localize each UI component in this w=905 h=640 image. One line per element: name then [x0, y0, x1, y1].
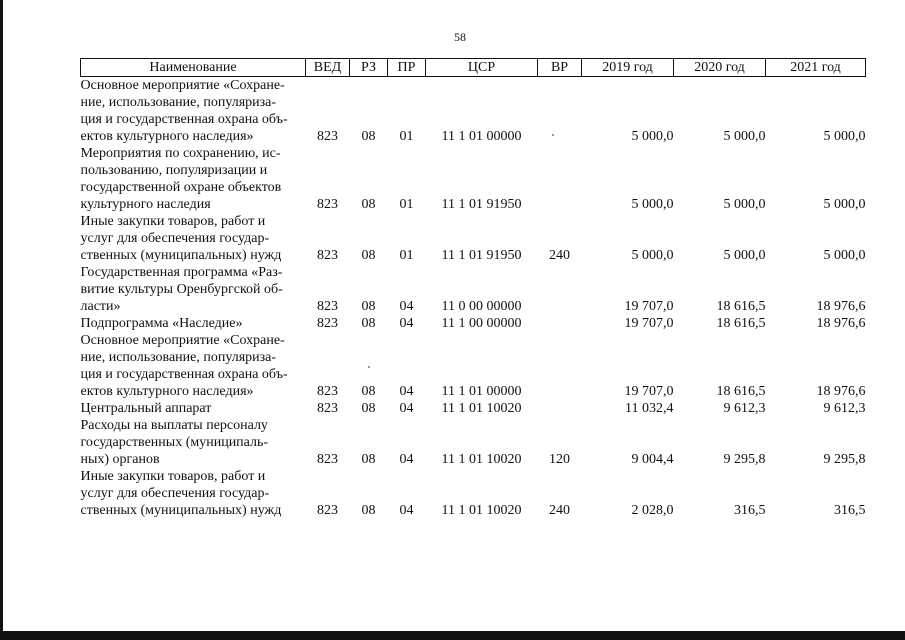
cell-2019: 11 032,4 — [625, 401, 674, 416]
cell-name — [81, 332, 306, 400]
cell-csr: 11 1 00 00000 — [441, 316, 522, 331]
cell-2020: 316,5 — [734, 503, 766, 518]
header-vr: ВР — [538, 59, 582, 77]
table-row — [81, 77, 866, 146]
cell-pr: 04 — [399, 384, 414, 399]
name-line: ласти» — [80, 299, 121, 314]
cell-rz: 08 — [361, 316, 376, 331]
cell-2019: 5 000,0 — [631, 129, 674, 144]
header-2021: 2021 год — [766, 59, 866, 77]
cell-2019: 19 707,0 — [624, 316, 674, 331]
header-csr: ЦСР — [426, 59, 538, 77]
cell-2020: 18 616,5 — [716, 384, 766, 399]
name-line: Основное мероприятие «Сохране- — [80, 78, 285, 93]
cell-name — [81, 315, 306, 332]
cell-pr: 04 — [399, 452, 414, 467]
cell-name — [81, 468, 306, 519]
cell-vr — [538, 145, 582, 213]
cell-2020: 18 616,5 — [716, 316, 766, 331]
cell-rz: 08 — [361, 384, 376, 399]
cell-2020: 5 000,0 — [723, 129, 766, 144]
name-line: ция и государственная охрана объ- — [80, 112, 288, 127]
name-line: услуг для обеспечения государ- — [80, 231, 270, 246]
cell-pr: 01 — [399, 197, 414, 212]
cell-pr: 04 — [399, 401, 414, 416]
name-line: Расходы на выплаты персоналу — [80, 418, 268, 433]
name-line: витие культуры Оренбургской об- — [80, 282, 283, 297]
name-line: ция и государственная охрана объ- — [80, 367, 288, 382]
table-row — [81, 468, 866, 519]
cell-2020: 9 295,8 — [723, 452, 766, 467]
cell-2019: 19 707,0 — [624, 384, 674, 399]
cell-rz: 08 — [361, 401, 376, 416]
table-header-row — [81, 59, 866, 77]
table-body — [81, 77, 866, 520]
cell-ved: 823 — [317, 401, 338, 416]
header-name: Наименование — [81, 59, 306, 77]
name-line: ектов культурного наследия» — [80, 129, 254, 144]
cell-ved: 823 — [317, 316, 338, 331]
name-line: государственных (муниципаль- — [80, 435, 269, 450]
name-line: Подпрограмма «Наследие» — [80, 316, 243, 331]
budget-table — [80, 58, 866, 519]
name-line: государственной охране объектов — [80, 180, 282, 195]
table-row — [81, 213, 866, 264]
cell-vr: 240 — [549, 503, 570, 518]
cell-2021: 5 000,0 — [823, 129, 866, 144]
name-line: ственных (муниципальных) нужд — [80, 248, 282, 263]
name-line: культурного наследия — [80, 197, 211, 212]
name-line: Основное мероприятие «Сохране- — [80, 333, 285, 348]
cell-pr: 01 — [399, 129, 414, 144]
cell-2021: 18 976,6 — [816, 384, 866, 399]
cell-2021: 18 976,6 — [816, 316, 866, 331]
cell-name — [81, 213, 306, 264]
scan-border-bottom — [0, 631, 905, 640]
cell-2019: 5 000,0 — [631, 248, 674, 263]
cell-rz: 08 — [361, 503, 376, 518]
name-line: Мероприятия по сохранению, ис- — [80, 146, 281, 161]
cell-pr: 01 — [399, 248, 414, 263]
cell-ved: 823 — [317, 248, 338, 263]
cell-vr — [538, 77, 582, 146]
cell-csr: 11 0 00 00000 — [441, 299, 522, 314]
cell-2021: 9 612,3 — [823, 401, 866, 416]
cell-2021: 5 000,0 — [823, 197, 866, 212]
cell-ved: 823 — [317, 197, 338, 212]
cell-vr: 240 — [549, 248, 570, 263]
name-line: пользованию, популяризации и — [80, 163, 268, 178]
cell-name — [81, 264, 306, 315]
cell-csr: 11 1 01 10020 — [441, 452, 522, 467]
cell-csr: 11 1 01 91950 — [441, 197, 522, 212]
name-line: ние, использование, популяриза- — [80, 350, 277, 365]
cell-ved: 823 — [317, 452, 338, 467]
name-line: ных) органов — [80, 452, 160, 467]
name-line: Государственная программа «Раз- — [80, 265, 283, 280]
page-number: 58 — [454, 30, 466, 44]
cell-rz: 08 — [361, 452, 376, 467]
cell-name — [81, 400, 306, 417]
cell-ved: 823 — [317, 299, 338, 314]
table-row — [81, 264, 866, 315]
table-row — [81, 417, 866, 468]
cell-rz: 08 — [361, 129, 376, 144]
table-row — [81, 145, 866, 213]
name-line: услуг для обеспечения государ- — [80, 486, 270, 501]
cell-2019: 9 004,4 — [631, 452, 674, 467]
cell-pr: 04 — [399, 299, 414, 314]
cell-pr: 04 — [399, 503, 414, 518]
cell-2019: 2 028,0 — [631, 503, 674, 518]
name-line: Иные закупки товаров, работ и — [80, 469, 266, 484]
cell-rz: 08 — [361, 299, 376, 314]
cell-2020: 5 000,0 — [723, 248, 766, 263]
cell-vr: 120 — [549, 452, 570, 467]
cell-2019: 19 707,0 — [624, 299, 674, 314]
cell-csr: 11 1 01 10020 — [441, 401, 522, 416]
cell-rz: 08 — [361, 248, 376, 263]
cell-vr — [538, 332, 582, 400]
table-row — [81, 332, 866, 400]
header-pr: ПР — [388, 59, 426, 77]
cell-vr — [538, 264, 582, 315]
cell-name — [81, 417, 306, 468]
cell-csr: 11 1 01 00000 — [441, 384, 522, 399]
cell-vr — [538, 315, 582, 332]
header-2019: 2019 год — [582, 59, 674, 77]
name-line: Центральный аппарат — [80, 401, 212, 416]
cell-2019: 5 000,0 — [631, 197, 674, 212]
cell-vr — [538, 400, 582, 417]
header-2020: 2020 год — [674, 59, 766, 77]
cell-name — [81, 145, 306, 213]
table-row — [81, 400, 866, 417]
cell-csr: 11 1 01 91950 — [441, 248, 522, 263]
cell-2020: 18 616,5 — [716, 299, 766, 314]
name-line: ственных (муниципальных) нужд — [80, 503, 282, 518]
cell-2020: 9 612,3 — [723, 401, 766, 416]
cell-csr: 11 1 01 00000 — [441, 129, 522, 144]
cell-2020: 5 000,0 — [723, 197, 766, 212]
name-line: ние, использование, популяриза- — [80, 95, 277, 110]
table-row — [81, 315, 866, 332]
name-line: Иные закупки товаров, работ и — [80, 214, 266, 229]
cell-name — [81, 77, 306, 146]
cell-ved: 823 — [317, 129, 338, 144]
cell-ved: 823 — [317, 503, 338, 518]
scan-border-left — [0, 0, 3, 632]
cell-ved: 823 — [317, 384, 338, 399]
cell-2021: 18 976,6 — [816, 299, 866, 314]
name-line: ектов культурного наследия» — [80, 384, 254, 399]
cell-2021: 9 295,8 — [823, 452, 866, 467]
cell-2021: 5 000,0 — [823, 248, 866, 263]
header-rz: РЗ — [350, 59, 388, 77]
cell-csr: 11 1 01 10020 — [441, 503, 522, 518]
header-ved: ВЕД — [306, 59, 350, 77]
cell-pr: 04 — [399, 316, 414, 331]
cell-rz: 08 — [361, 197, 376, 212]
cell-2021: 316,5 — [834, 503, 866, 518]
